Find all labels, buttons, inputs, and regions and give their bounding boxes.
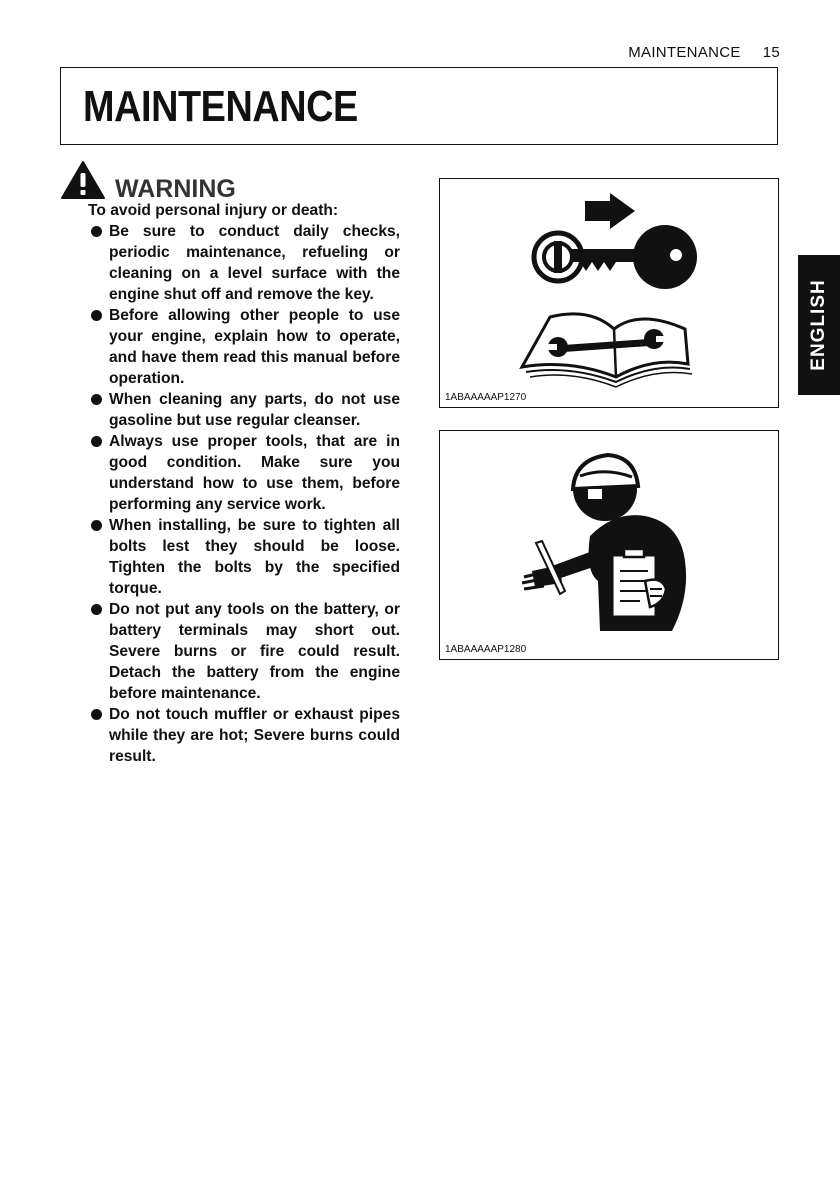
figure-code: 1ABAAAAAP1270 bbox=[445, 392, 527, 403]
page-header bbox=[628, 44, 780, 61]
figure-code: 1ABAAAAAP1280 bbox=[445, 644, 527, 655]
warning-list bbox=[88, 221, 400, 767]
warning-item: When cleaning any parts, do not use gasoline but use regular cleanser. bbox=[88, 389, 400, 431]
warning-label: WARNING bbox=[115, 175, 236, 203]
warning-item: Do not put any tools on the battery, or battery terminals may short out. Severe burns or fire could result. Detach the battery from the engine before maintenance. bbox=[88, 599, 400, 704]
warning-text bbox=[88, 200, 400, 767]
header-section: MAINTENANCE bbox=[628, 44, 741, 61]
warning-item: Be sure to conduct daily checks, periodic maintenance, refueling or cleaning on a level surface with the engine shut off and remove the key. bbox=[88, 221, 400, 305]
warning-intro: To avoid personal injury or death: bbox=[88, 202, 339, 219]
warning-item: Always use proper tools, that are in good condition. Make sure you understand how to use them, before performing any service work. bbox=[88, 431, 400, 515]
figure-mechanic bbox=[439, 430, 779, 660]
title-box bbox=[60, 67, 778, 145]
warning-triangle-icon bbox=[60, 160, 106, 200]
key-and-manual-icon bbox=[440, 179, 778, 407]
page-title: MAINTENANCE bbox=[83, 82, 358, 131]
warning-item: Before allowing other people to use your engine, explain how to operate, and have them read this manual before operation. bbox=[88, 305, 400, 389]
language-tab bbox=[798, 255, 840, 395]
language-tab-label: ENGLISH bbox=[808, 279, 829, 371]
warning-item: When installing, be sure to tighten all bolts lest they should be loose. Tighten the bolts by the specified torque. bbox=[88, 515, 400, 599]
warning-item: Do not touch muffler or exhaust pipes while they are hot; Severe burns could result. bbox=[88, 704, 400, 767]
page-number: 15 bbox=[762, 44, 780, 61]
figure-key-manual bbox=[439, 178, 779, 408]
mechanic-with-checklist-icon bbox=[440, 431, 778, 659]
